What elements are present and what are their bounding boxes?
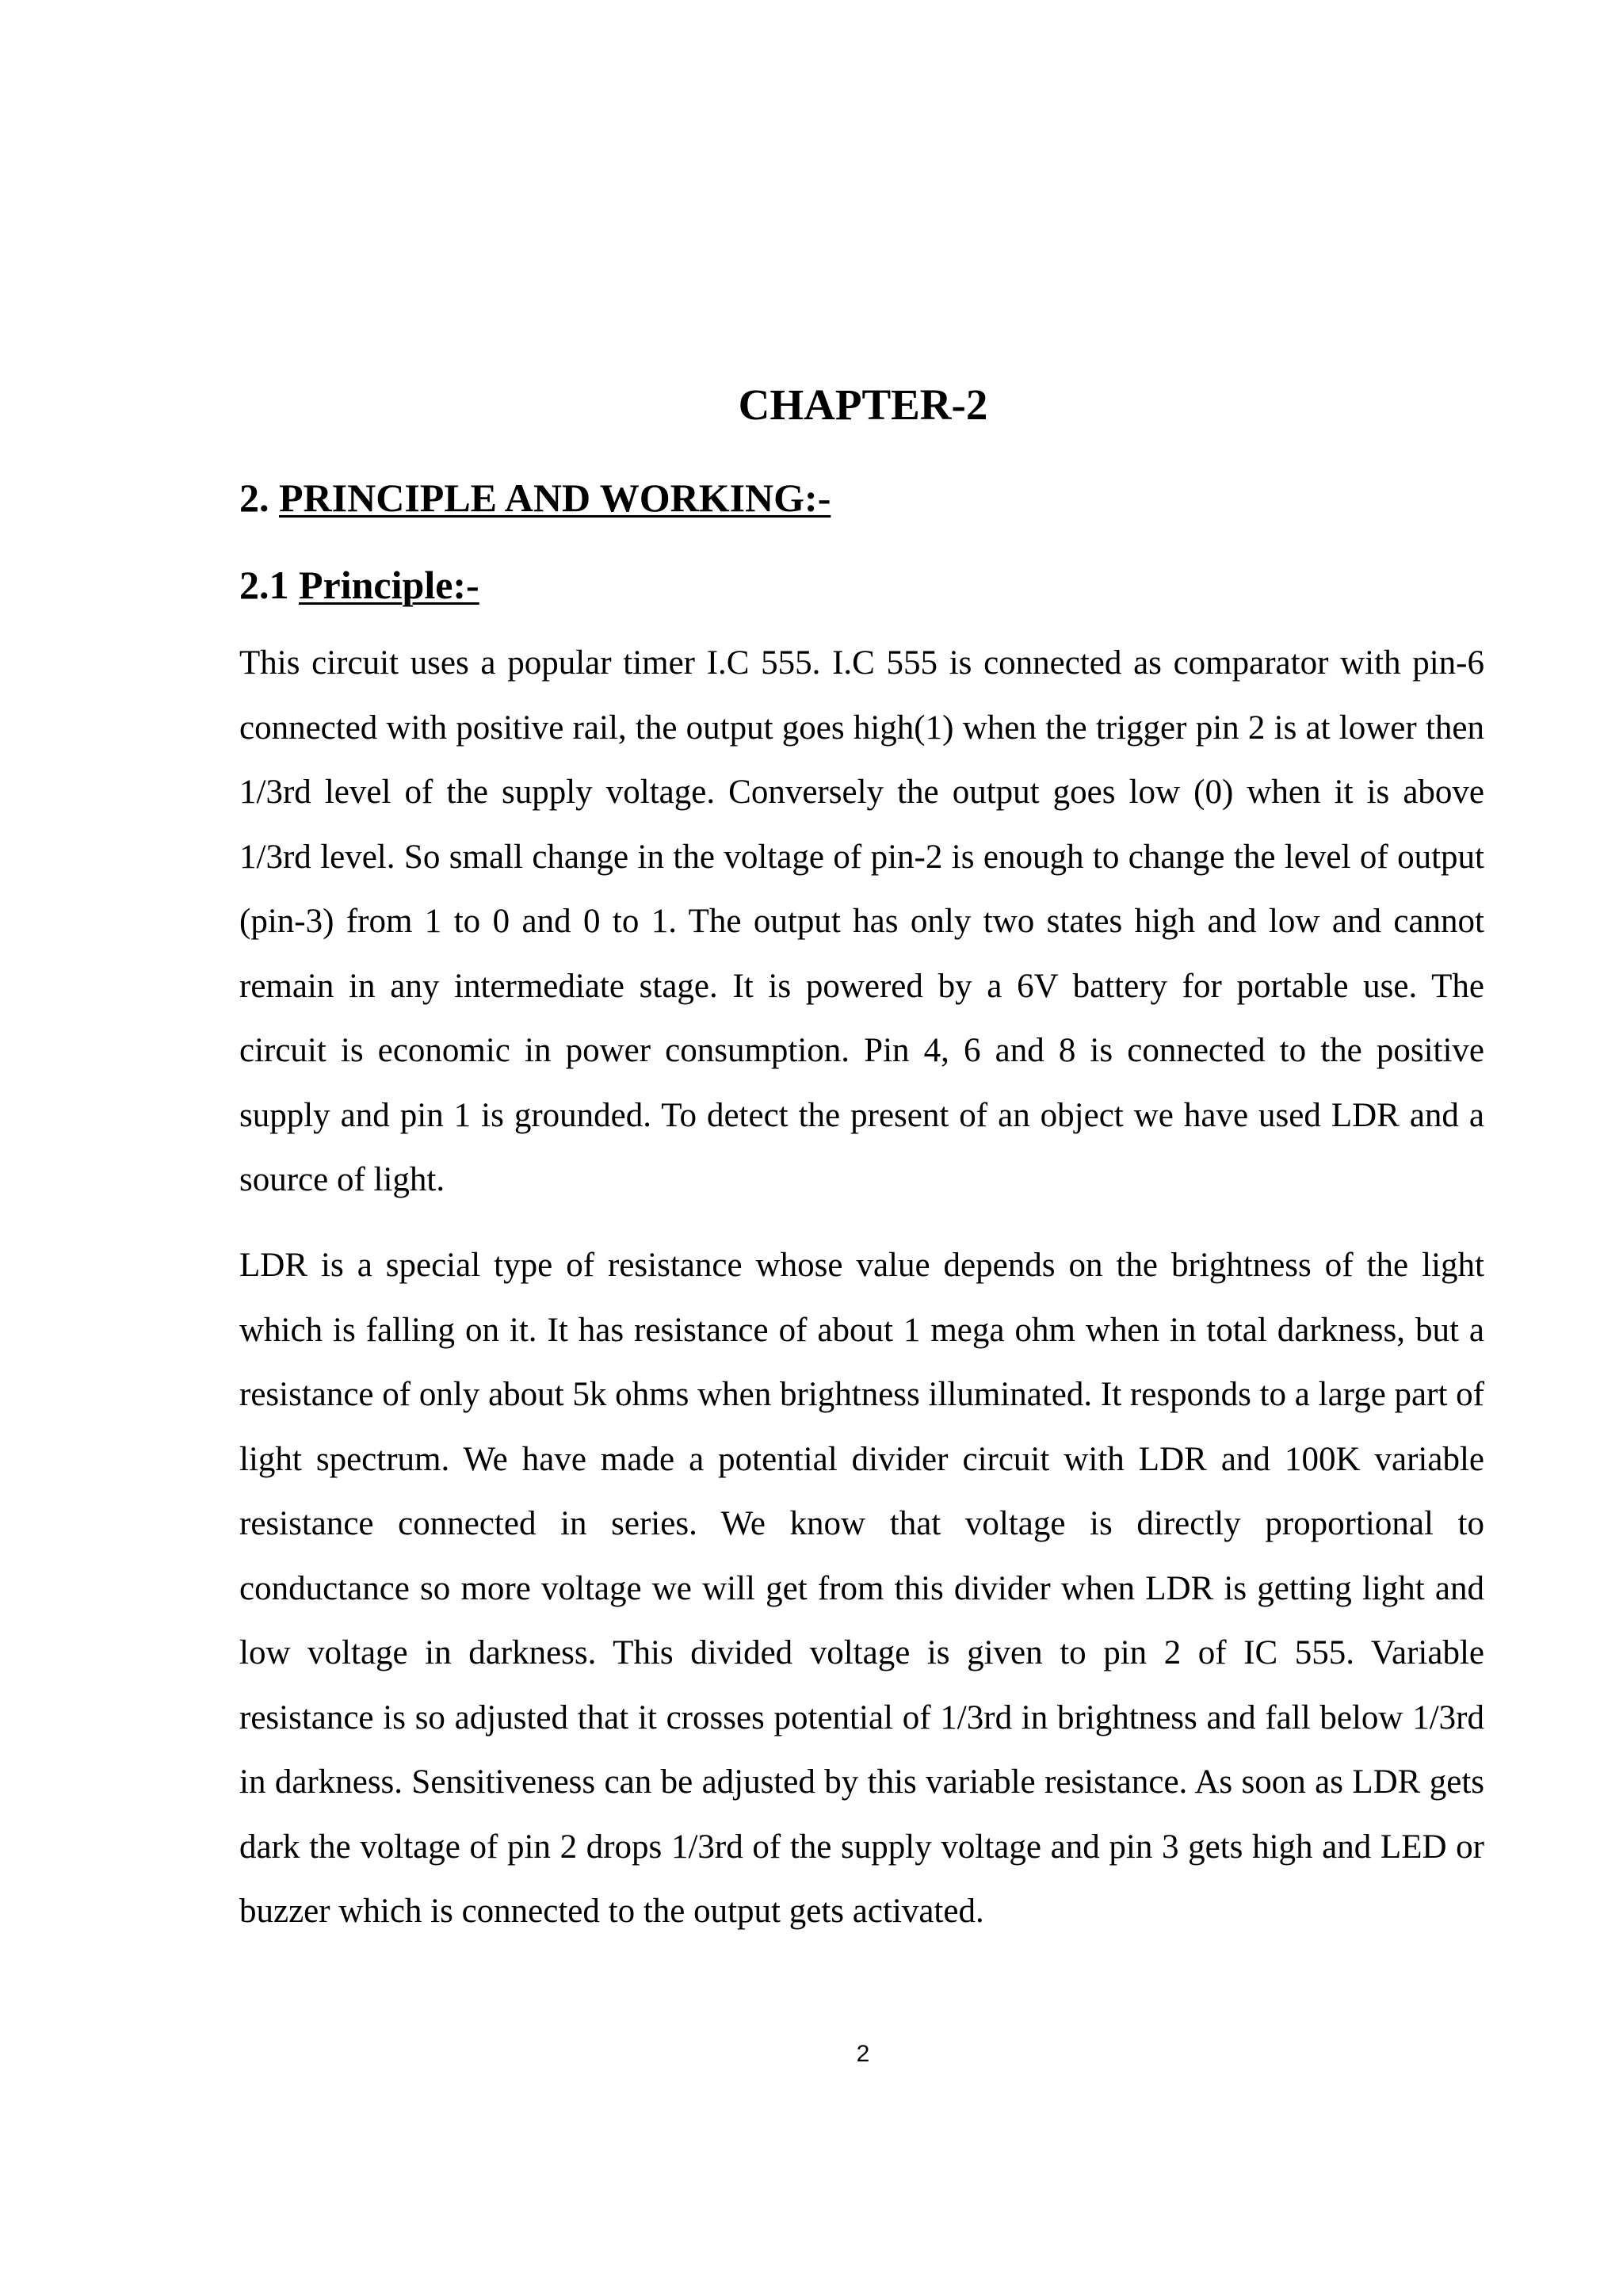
subsection-number: 2.1 [239,563,289,607]
chapter-title: CHAPTER-2 [738,380,988,429]
section-heading [239,474,831,521]
page-number: 2 [856,2041,870,2067]
paragraph-principle-2: LDR is a special type of resistance whose value depends on the brightness of the light which is falling on it. It has resistance of about 1 mega ohm when in total darkness, but a resistance of only about 5k ohms when brightness illuminated. It responds to a large part of light spectrum. We have made a potential divider circuit with LDR and 100K variable resistance connected in series. We know that voltage is directly proportional to conductance so more voltage we will get from this divider when LDR is getting light and low voltage in darkness. This divided voltage is given to pin 2 of IC 555. Variable resistance is so adjusted that it crosses potential of 1/3rd in brightness and fall below 1/3rd in darkness. Sensitiveness can be adjusted by this variable resistance. As soon as LDR gets dark the voltage of pin 2 drops 1/3rd of the supply voltage and pin 3 gets high and LED or buzzer which is connected to the output gets activated. [239,1247,1484,1930]
section-title: PRINCIPLE AND WORKING:- [279,476,831,520]
paragraph-principle-1: This circuit uses a popular timer I.C 555. I.C 555 is connected as comparator with pin-6 connected with positive rail, the output goes high(1) when the trigger pin 2 is at lower then 1/3rd level of the supply voltage. Conversely the output goes low (0) when it is above 1/3rd level. So small change in the voltage of pin-2 is enough to change the level of output (pin-3) from 1 to 0 and 0 to 1. The output has only two states high and low and cannot remain in any intermediate stage. It is powered by a 6V battery for portable use. The circuit is economic in power consumption. Pin 4, 6 and 8 is connected to the positive supply and pin 1 is grounded. To detect the present of an object we have used LDR and a source of light. [239,644,1484,1198]
subsection-title: Principle:- [299,563,479,607]
subsection-heading [239,561,479,609]
section-number: 2. [239,476,269,520]
